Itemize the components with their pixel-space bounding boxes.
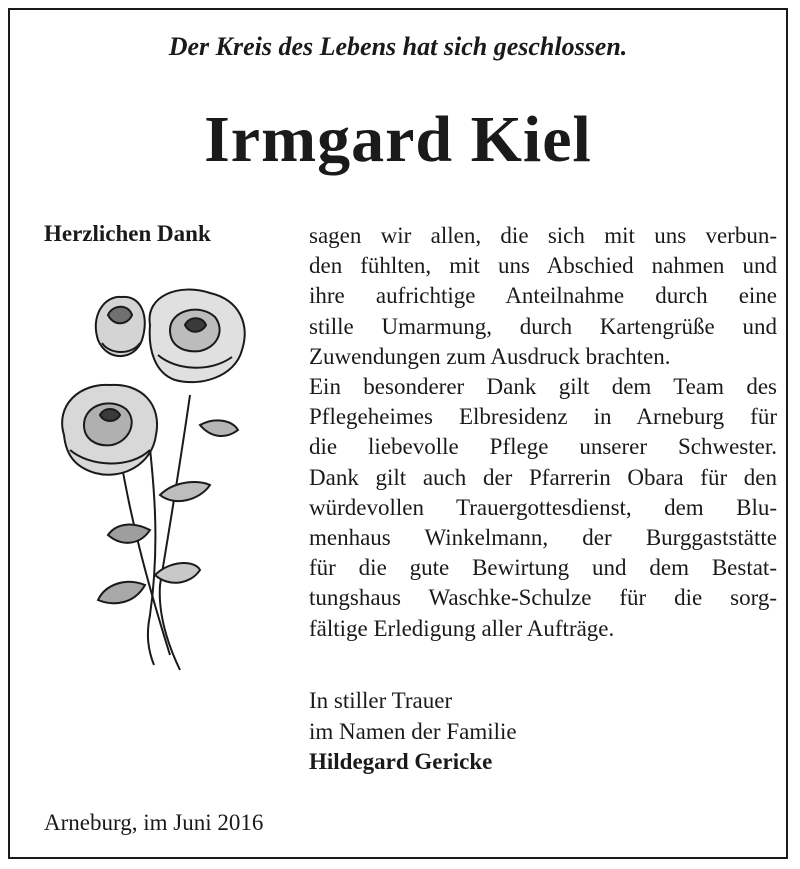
- rose-stem: [120, 455, 170, 655]
- rose-flower: [62, 385, 157, 475]
- notice-frame: [8, 8, 788, 859]
- body-text: [309, 221, 777, 644]
- place-date: Arneburg, im Juni 2016: [44, 810, 264, 835]
- deceased-name: Irmgard Kiel: [204, 103, 592, 176]
- body-line: Ein besonderer Dank gilt dem Team des: [309, 374, 777, 400]
- closing-line: im Namen der Familie: [309, 718, 517, 744]
- rose-stem: [160, 395, 190, 670]
- rose-bud: [96, 297, 145, 356]
- body-line: Pflegeheimes Elbresidenz in Arneburg für: [309, 404, 777, 430]
- body-line: sagen wir allen, die sich mit uns verbun-: [309, 223, 777, 248]
- rose-leaf: [160, 482, 210, 501]
- roses-illustration: [50, 285, 265, 680]
- body-line: fältige Erledigung aller Aufträge.: [309, 615, 615, 641]
- body-line: für die gute Bewirtung und dem Bestat-: [309, 555, 777, 581]
- closing-line: In stiller Trauer: [309, 688, 453, 713]
- body-line: die liebevolle Pflege unserer Schwester.: [309, 434, 777, 460]
- body-line: Zuwendungen zum Ausdruck brachten.: [309, 343, 671, 369]
- closing-block: [309, 686, 517, 778]
- rose-leaf: [155, 563, 200, 583]
- thanks-heading: Herzlichen Dank: [44, 221, 211, 246]
- rose-leaf: [98, 582, 145, 603]
- body-line: menhaus Winkelmann, der Burggaststätte: [309, 525, 777, 551]
- rose-leaf: [108, 525, 150, 543]
- rose-flower: [150, 290, 245, 383]
- motto: Der Kreis des Lebens hat sich geschlossen.: [168, 32, 628, 61]
- body-line: den fühlten, mit uns Abschied nahmen und: [309, 253, 777, 279]
- body-line: stille Umarmung, durch Kartengrüße und: [309, 313, 777, 339]
- body-line: Dank gilt auch der Pfarrerin Obara für den: [309, 464, 777, 490]
- body-line: würdevollen Trauergottesdienst, dem Blu-: [309, 494, 777, 520]
- body-line: tungshaus Waschke-Schulze für die sorg-: [309, 585, 777, 611]
- body-line: ihre aufrichtige Anteilnahme durch eine: [309, 283, 777, 309]
- rose-leaf: [200, 420, 238, 436]
- signature: Hildegard Gericke: [309, 749, 493, 774]
